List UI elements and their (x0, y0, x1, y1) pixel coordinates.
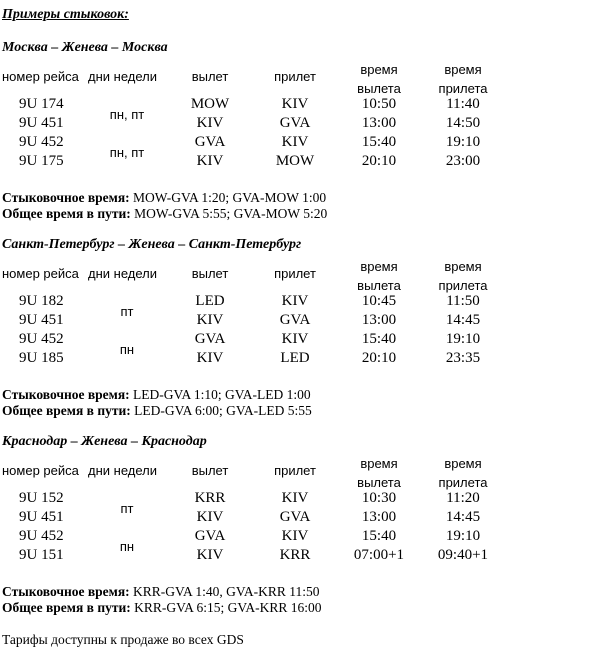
weekdays-cell: пн, пт (109, 107, 145, 122)
flight-number: 9U 451 (19, 115, 64, 131)
departure-airport: KIV (196, 153, 224, 169)
arrival-time: 23:00 (445, 153, 481, 169)
header-arr-time: время прилета (438, 62, 488, 96)
header-departure: вылет (191, 463, 229, 478)
flight-number: 9U 452 (19, 528, 64, 544)
arrival-time: 14:50 (445, 115, 481, 131)
page-title: Примеры стыковок: (2, 7, 129, 22)
arrival-airport: KRR (279, 547, 311, 563)
arrival-airport: KIV (281, 331, 309, 347)
departure-airport: KRR (194, 490, 226, 506)
departure-airport: KIV (196, 312, 224, 328)
departure-time: 10:50 (361, 96, 397, 112)
arrival-time: 14:45 (445, 312, 481, 328)
header-dep-time: время вылета (357, 456, 401, 490)
departure-time: 10:45 (361, 293, 397, 309)
arrival-time: 11:20 (446, 490, 480, 506)
header-weekdays: дни недели (88, 463, 157, 478)
arrival-time: 19:10 (445, 528, 481, 544)
arrival-time: 19:10 (445, 331, 481, 347)
departure-time: 13:00 (361, 509, 397, 525)
flight-number: 9U 151 (19, 547, 64, 563)
departure-time: 13:00 (361, 312, 397, 328)
departure-time: 20:10 (361, 153, 397, 169)
weekdays-cell: пт (120, 304, 134, 319)
arrival-time: 19:10 (445, 134, 481, 150)
arrival-airport: KIV (281, 293, 309, 309)
departure-airport: MOW (190, 96, 230, 112)
departure-time: 20:10 (361, 350, 397, 366)
departure-airport: GVA (194, 528, 226, 544)
departure-time: 15:40 (361, 528, 397, 544)
connection-time: Стыковочное время: LED-GVA 1:10; GVA-LED 1:00 (2, 387, 311, 402)
header-weekdays: дни недели (88, 266, 157, 281)
weekdays-cell: пн (119, 539, 135, 554)
departure-time: 07:00+1 (353, 547, 405, 563)
section-title: Краснодар – Женева – Краснодар (2, 434, 207, 449)
header-arr-time: время прилета (438, 259, 488, 293)
arrival-airport: GVA (279, 509, 311, 525)
total-travel-time: Общее время в пути: KRR-GVA 6:15; GVA-KRR 16:00 (2, 600, 322, 615)
arrival-time: 09:40+1 (437, 547, 489, 563)
total-travel-time: Общее время в пути: MOW-GVA 5:55; GVA-MOW 5:20 (2, 206, 328, 221)
departure-airport: KIV (196, 509, 224, 525)
header-departure: вылет (191, 266, 229, 281)
section-title: Санкт-Петербург – Женева – Санкт-Петербург (2, 237, 302, 252)
departure-time: 15:40 (361, 331, 397, 347)
arrival-airport: KIV (281, 96, 309, 112)
footer-note: Тарифы доступны к продаже во всех GDS (2, 632, 244, 647)
departure-time: 13:00 (361, 115, 397, 131)
arrival-airport: GVA (279, 115, 311, 131)
flight-number: 9U 451 (19, 509, 64, 525)
arrival-time: 23:35 (445, 350, 481, 366)
flight-number: 9U 182 (19, 293, 64, 309)
total-travel-time: Общее время в пути: LED-GVA 6:00; GVA-LED 5:55 (2, 403, 312, 418)
arrival-airport: MOW (275, 153, 315, 169)
flight-number: 9U 452 (19, 331, 64, 347)
header-flight-no: номер рейса (2, 463, 79, 478)
departure-time: 15:40 (361, 134, 397, 150)
arrival-time: 11:50 (446, 293, 480, 309)
header-arrival: прилет (274, 266, 316, 281)
flight-number: 9U 452 (19, 134, 64, 150)
flight-number: 9U 174 (19, 96, 64, 112)
arrival-airport: KIV (281, 134, 309, 150)
departure-airport: KIV (196, 547, 224, 563)
weekdays-cell: пт (120, 501, 134, 516)
flight-number: 9U 152 (19, 490, 64, 506)
arrival-airport: KIV (281, 528, 309, 544)
flight-number: 9U 451 (19, 312, 64, 328)
header-arrival: прилет (274, 69, 316, 84)
arrival-airport: GVA (279, 312, 311, 328)
departure-airport: KIV (196, 115, 224, 131)
connection-time: Стыковочное время: KRR-GVA 1:40, GVA-KRR 11:50 (2, 584, 320, 599)
connection-time: Стыковочное время: MOW-GVA 1:20; GVA-MOW 1:00 (2, 190, 327, 205)
header-dep-time: время вылета (357, 259, 401, 293)
departure-time: 10:30 (361, 490, 397, 506)
flight-number: 9U 185 (19, 350, 64, 366)
header-arrival: прилет (274, 463, 316, 478)
weekdays-cell: пн (119, 342, 135, 357)
departure-airport: KIV (196, 350, 224, 366)
header-flight-no: номер рейса (2, 69, 79, 84)
header-weekdays: дни недели (88, 69, 157, 84)
arrival-airport: LED (280, 350, 310, 366)
arrival-airport: KIV (281, 490, 309, 506)
arrival-time: 11:40 (446, 96, 480, 112)
section-title: Москва – Женева – Москва (2, 40, 168, 55)
weekdays-cell: пн, пт (109, 145, 145, 160)
departure-airport: LED (195, 293, 225, 309)
departure-airport: GVA (194, 134, 226, 150)
flight-number: 9U 175 (19, 153, 64, 169)
header-arr-time: время прилета (438, 456, 488, 490)
arrival-time: 14:45 (445, 509, 481, 525)
header-departure: вылет (191, 69, 229, 84)
header-flight-no: номер рейса (2, 266, 79, 281)
departure-airport: GVA (194, 331, 226, 347)
header-dep-time: время вылета (357, 62, 401, 96)
